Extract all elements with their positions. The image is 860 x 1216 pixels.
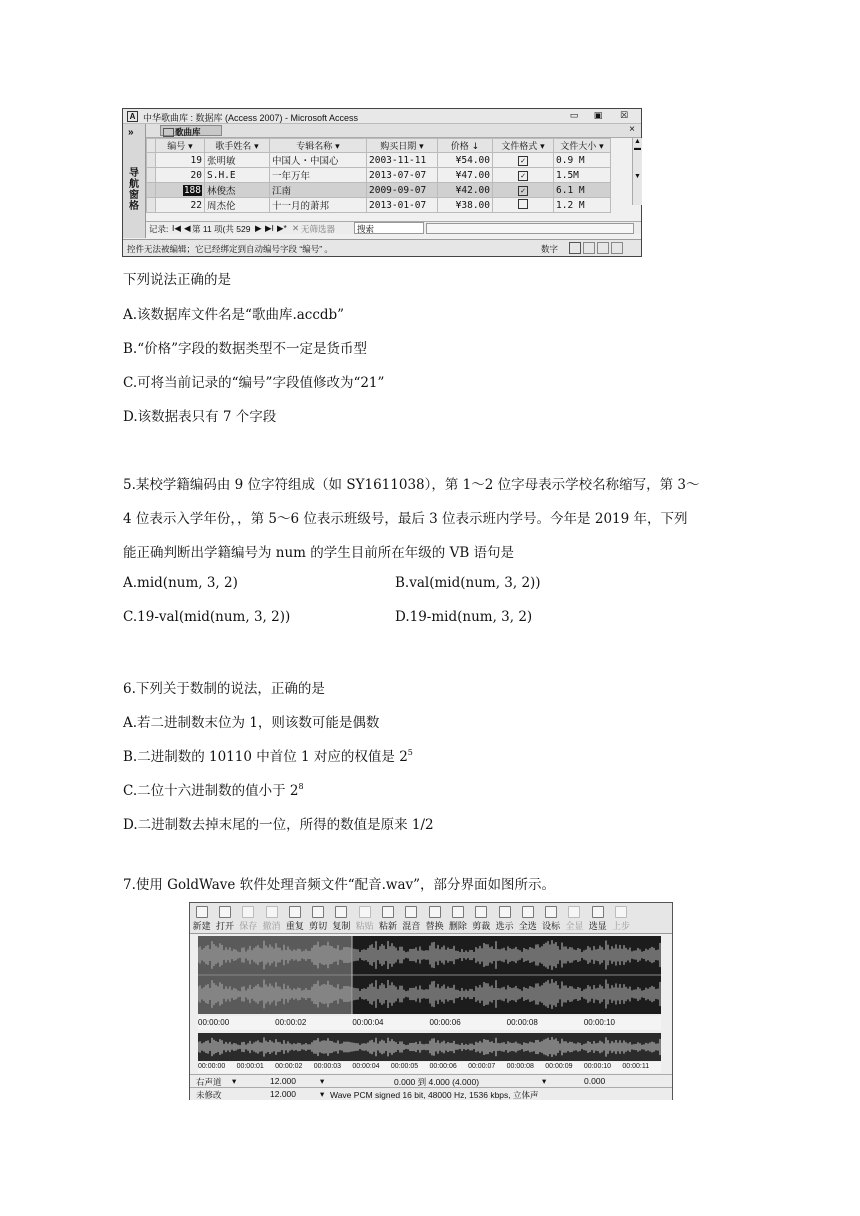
duration-dropdown-icon[interactable]: ▾ xyxy=(320,1076,325,1086)
table-row[interactable] xyxy=(147,168,611,183)
cell-date[interactable]: 2013-01-07 xyxy=(367,198,438,213)
toolbar-button-label: 撤消 xyxy=(262,922,281,932)
toolbar-button-icon xyxy=(545,906,557,918)
toolbar-button-icon xyxy=(429,906,441,918)
q6-option-c-text: C.二位十六进制数的值小于 2 xyxy=(123,783,299,799)
q5-option-d: D.19-mid(num, 3, 2) xyxy=(395,609,533,625)
format-checkbox[interactable]: ✓ xyxy=(518,156,528,166)
toolbar-button-label: 全显 xyxy=(565,922,584,932)
tab-row xyxy=(146,124,641,138)
horizontal-scrollbar[interactable] xyxy=(426,223,634,234)
channel-dropdown-icon[interactable]: ▾ xyxy=(232,1076,237,1086)
toolbar-button-label: 重复 xyxy=(285,922,304,932)
q6-stem: 6.下列关于数制的说法，正确的是 xyxy=(123,681,325,697)
cell-album[interactable]: 江南 xyxy=(270,183,367,198)
duration-value: 12.000 xyxy=(270,1076,296,1086)
toolbar-button-label: 剪切 xyxy=(309,922,328,932)
toolbar-button[interactable] xyxy=(260,903,283,933)
toolbar-button[interactable] xyxy=(353,903,376,933)
filter-icon[interactable]: ✕ xyxy=(292,223,300,233)
select-all-corner[interactable] xyxy=(147,139,156,153)
toolbar-button-label: 粘新 xyxy=(379,922,398,932)
toolbar-button[interactable] xyxy=(446,903,469,933)
datasheet-view-icon[interactable] xyxy=(569,242,581,254)
record-navigation-bar xyxy=(146,221,641,234)
cell-id[interactable]: 19 xyxy=(156,153,205,168)
q6-option-b xyxy=(123,745,413,765)
cell-format[interactable] xyxy=(493,153,554,168)
cell-singer[interactable]: 周杰伦 xyxy=(205,198,270,213)
cell-date[interactable]: 2009-09-07 xyxy=(367,183,438,198)
toolbar-button[interactable] xyxy=(563,903,586,933)
toolbar-button-label: 复制 xyxy=(332,922,351,932)
column-header-singer[interactable]: 歌手姓名 ▾ xyxy=(205,139,270,153)
toolbar-button-icon xyxy=(289,906,301,918)
overview-tick-label: 00:00:04 xyxy=(352,1063,380,1070)
filter-status[interactable]: 无筛选器 xyxy=(301,224,336,234)
q4-stem: 下列说法正确的是 xyxy=(123,272,231,288)
waveform-graphic xyxy=(198,936,661,1014)
toolbar-button-icon xyxy=(405,906,417,918)
column-header-price[interactable]: 价格 ↓ xyxy=(438,139,493,153)
new-record-button[interactable]: ▶* xyxy=(277,223,287,233)
cell-price[interactable]: ¥38.00 xyxy=(438,198,493,213)
toolbar-button-label: 打开 xyxy=(215,922,234,932)
position-value: 0.000 xyxy=(584,1076,606,1086)
status-numlock: 数字 xyxy=(541,244,559,254)
navigation-pane[interactable] xyxy=(123,124,146,238)
q6-option-c xyxy=(123,779,304,799)
toolbar-button-icon xyxy=(452,906,464,918)
overview-tick-label: 00:00:06 xyxy=(429,1063,457,1070)
nav-pane-label: 导航窗格 xyxy=(129,168,139,212)
q5-line-2: 4 位表示入学年份，，第 5～6 位表示班级号，最后 3 位表示班内学号。今年是 2019 年，下列 xyxy=(123,511,688,527)
table-icon xyxy=(163,128,174,137)
row-selector[interactable] xyxy=(147,198,156,213)
toolbar-button-icon xyxy=(382,906,394,918)
q6-option-c-exponent: 8 xyxy=(298,782,304,791)
cell-format[interactable] xyxy=(493,183,554,198)
overview-tick-label: 00:00:11 xyxy=(622,1063,650,1070)
q6-option-a: A.若二进制数末位为 1，则该数可能是偶数 xyxy=(123,715,380,731)
toolbar-button-label: 保存 xyxy=(239,922,258,932)
cell-date[interactable]: 2013-07-07 xyxy=(367,168,438,183)
q5-option-b: B.val(mid(num, 3, 2)) xyxy=(395,575,541,591)
cell-size[interactable]: 1.5M xyxy=(554,168,611,183)
status-message: 控件无法被编辑；它已经绑定到自动编号字段 “编号” 。 xyxy=(127,244,333,254)
cell-price[interactable]: ¥42.00 xyxy=(438,183,493,198)
toolbar-button-icon xyxy=(335,906,347,918)
table-row[interactable] xyxy=(147,153,611,168)
toolbar-button-label: 新建 xyxy=(192,922,211,932)
channel-select[interactable]: 右声道 xyxy=(196,1077,222,1087)
toolbar-button-icon xyxy=(196,906,208,918)
toolbar-button-label: 设标 xyxy=(542,922,561,932)
close-button[interactable]: ☒ xyxy=(619,110,629,120)
cell-price[interactable]: ¥47.00 xyxy=(438,168,493,183)
toolbar-button-icon xyxy=(312,906,324,918)
q6-option-b-text: B.二进制数的 10110 中首位 1 对应的权值是 2 xyxy=(123,749,408,765)
overview-tick-label: 00:00:01 xyxy=(236,1063,264,1070)
column-header-format[interactable]: 文件格式 ▾ xyxy=(493,139,554,153)
q5-option-a: A.mid(num, 3, 2) xyxy=(123,575,238,591)
q4-option-a: A.该数据库文件名是“歌曲库.accdb” xyxy=(123,307,345,323)
cell-album[interactable]: 十一月的萧邦 xyxy=(270,198,367,213)
cell-date[interactable]: 2003-11-11 xyxy=(367,153,438,168)
cell-singer[interactable]: S.H.E xyxy=(205,168,270,183)
toolbar-button[interactable] xyxy=(400,903,423,933)
file-duration: 12.000 xyxy=(270,1089,296,1099)
toolbar-button-label: 上步 xyxy=(611,922,630,932)
overview-tick-label: 00:00:02 xyxy=(275,1063,303,1070)
record-position[interactable]: 第 11 项(共 529 xyxy=(192,224,251,234)
time-tick-label: 00:00:10 xyxy=(583,1018,615,1027)
toolbar-button-label: 全选 xyxy=(518,922,537,932)
toolbar-button-icon xyxy=(219,906,231,918)
format-checkbox[interactable]: ✓ xyxy=(518,171,528,181)
modified-state: 未修改 xyxy=(196,1090,222,1100)
q4-option-c: C.可将当前记录的“编号”字段值修改为“21” xyxy=(123,375,385,391)
cell-size[interactable]: 0.9 M xyxy=(554,153,611,168)
q4-option-d: D.该数据表只有 7 个字段 xyxy=(123,409,277,425)
toolbar-button-label: 剪裁 xyxy=(472,922,491,932)
next-record-button[interactable]: ▶ xyxy=(255,223,262,233)
q7-stem: 7.使用 GoldWave 软件处理音频文件“配音.wav”，部分界面如图所示。 xyxy=(123,877,556,893)
selection-dropdown-icon[interactable]: ▾ xyxy=(542,1076,547,1086)
overview-ruler[interactable] xyxy=(198,1062,661,1073)
pivot-table-view-icon[interactable] xyxy=(583,242,595,254)
tab-label: 歌曲库 xyxy=(175,127,201,137)
q5-line-1: 5.某校学籍编码由 9 位字符组成（如 SY1611038），第 1～2 位字母表示学校名称缩写，第 3～ xyxy=(123,477,700,493)
design-view-icon[interactable] xyxy=(611,242,623,254)
cell-format[interactable] xyxy=(493,198,554,213)
cell-singer[interactable]: 林俊杰 xyxy=(205,183,270,198)
status-bar xyxy=(123,239,641,256)
time-tick-label: 00:00:06 xyxy=(429,1018,461,1027)
goldwave-window xyxy=(189,902,673,1100)
access-window-title: 中华歌曲库 : 数据库 (Access 2007) - Microsoft Access xyxy=(143,113,359,123)
toolbar-button-icon xyxy=(568,906,580,918)
cell-format[interactable] xyxy=(493,168,554,183)
toolbar-button[interactable] xyxy=(493,903,516,933)
cell-size[interactable]: 6.1 M xyxy=(554,183,611,198)
cell-price[interactable]: ¥54.00 xyxy=(438,153,493,168)
row-selector[interactable] xyxy=(147,153,156,168)
cell-id[interactable]: 20 xyxy=(156,168,205,183)
toolbar-button-icon xyxy=(615,906,627,918)
time-tick-label: 00:00:02 xyxy=(275,1018,307,1027)
toolbar-button[interactable] xyxy=(539,903,562,933)
format-checkbox[interactable] xyxy=(518,199,528,209)
access-window xyxy=(122,108,642,257)
overview-tick-label: 00:00:03 xyxy=(313,1063,341,1070)
record-label: 记录: xyxy=(149,224,169,234)
audio-format: Wave PCM signed 16 bit, 48000 Hz, 1536 kbps, 立体声 xyxy=(330,1090,539,1100)
minimize-button[interactable]: ▭ xyxy=(569,110,579,120)
toolbar-button[interactable] xyxy=(330,903,353,933)
cell-id[interactable]: 22 xyxy=(156,198,205,213)
toolbar-button[interactable] xyxy=(423,903,446,933)
waveform-main[interactable] xyxy=(198,936,661,1014)
search-input[interactable]: 搜索 xyxy=(354,222,424,234)
q4-option-b: B.“价格”字段的数据类型不一定是货币型 xyxy=(123,341,368,357)
pivot-chart-view-icon[interactable] xyxy=(597,242,609,254)
format-dropdown-icon[interactable]: ▾ xyxy=(320,1089,325,1099)
toolbar-button-label: 替换 xyxy=(425,922,444,932)
datasheet xyxy=(146,138,632,213)
tab-song-library[interactable] xyxy=(160,125,222,136)
toolbar-button-label: 选示 xyxy=(495,922,514,932)
toolbar-button-icon xyxy=(475,906,487,918)
toolbar-button-label: 删除 xyxy=(448,922,467,932)
toolbar-button[interactable] xyxy=(283,903,306,933)
toolbar-button-icon xyxy=(522,906,534,918)
selection-range: 0.000 到 4.000 (4.000) xyxy=(394,1077,480,1087)
toolbar-button-icon xyxy=(266,906,278,918)
toolbar-button-label: 选显 xyxy=(588,922,607,932)
row-selector[interactable] xyxy=(147,183,156,198)
toolbar-button-icon xyxy=(359,906,371,918)
selected-id-value[interactable]: 188 xyxy=(183,184,201,196)
toolbar-button[interactable] xyxy=(190,903,213,933)
nav-expand-icon[interactable]: » xyxy=(128,127,134,138)
vertical-scrollbar[interactable]: ▲ ▬ ▼ xyxy=(632,138,642,205)
goldwave-status-2 xyxy=(190,1087,672,1100)
cell-id[interactable] xyxy=(156,183,205,198)
time-tick-label: 00:00:00 xyxy=(198,1018,230,1027)
cell-album[interactable]: 一年万年 xyxy=(270,168,367,183)
toolbar-button[interactable] xyxy=(586,903,609,933)
toolbar-button[interactable] xyxy=(376,903,399,933)
tab-close-button[interactable]: × xyxy=(629,124,635,135)
waveform-overview[interactable] xyxy=(198,1033,661,1061)
q5-option-c: C.19-val(mid(num, 3, 2)) xyxy=(123,609,291,625)
toolbar-button[interactable] xyxy=(470,903,493,933)
toolbar-button[interactable] xyxy=(237,903,260,933)
toolbar-button[interactable] xyxy=(213,903,236,933)
time-ruler[interactable] xyxy=(198,1016,661,1030)
cell-size[interactable]: 1.2 M xyxy=(554,198,611,213)
access-logo-icon: A xyxy=(127,111,138,122)
overview-tick-label: 00:00:10 xyxy=(583,1063,612,1070)
goldwave-status-1 xyxy=(190,1074,672,1087)
overview-tick-label: 00:00:07 xyxy=(468,1063,496,1070)
row-selector[interactable] xyxy=(147,168,156,183)
column-header-size[interactable]: 文件大小 ▾ xyxy=(554,139,611,153)
cell-album[interactable]: 中国人・中国心 xyxy=(270,153,367,168)
toolbar-button[interactable] xyxy=(306,903,329,933)
time-tick-label: 00:00:08 xyxy=(506,1018,538,1027)
overview-bars xyxy=(198,1037,660,1057)
overview-tick-label: 00:00:08 xyxy=(506,1063,534,1070)
toolbar-button-label: 粘贴 xyxy=(355,922,374,932)
overview-graphic xyxy=(198,1033,661,1061)
first-record-button[interactable]: I◀ xyxy=(172,223,181,233)
toolbar-button-icon xyxy=(499,906,511,918)
table-row[interactable] xyxy=(147,198,611,213)
column-header-date[interactable]: 购买日期 ▾ xyxy=(367,139,438,153)
header-row xyxy=(147,139,611,153)
cell-singer[interactable]: 张明敏 xyxy=(205,153,270,168)
time-tick-label: 00:00:04 xyxy=(352,1018,384,1027)
last-record-button[interactable]: ▶I xyxy=(265,223,274,233)
q6-option-b-exponent: 5 xyxy=(407,748,413,757)
toolbar-button-icon xyxy=(592,906,604,918)
format-checkbox[interactable]: ✓ xyxy=(518,186,528,196)
q6-option-d: D.二进制数去掉末尾的一位，所得的数值是原来 1/2 xyxy=(123,817,434,833)
column-header-album[interactable]: 专辑名称 ▾ xyxy=(270,139,367,153)
table-row-current[interactable] xyxy=(147,183,611,198)
access-titlebar xyxy=(123,109,641,124)
toolbar-button[interactable] xyxy=(609,903,632,933)
toolbar-button[interactable] xyxy=(516,903,539,933)
prev-record-button[interactable]: ◀ xyxy=(184,223,191,233)
overview-tick-label: 00:00:09 xyxy=(545,1063,573,1070)
overview-tick-label: 00:00:05 xyxy=(390,1063,419,1070)
toolbar-button-icon xyxy=(242,906,254,918)
q5-line-3: 能正确判断出学籍编号为 num 的学生目前所在年级的 VB 语句是 xyxy=(123,545,515,561)
toolbar-button-label: 混音 xyxy=(402,922,421,932)
column-header-id[interactable]: 编号 ▾ xyxy=(156,139,205,153)
overview-tick-label: 00:00:00 xyxy=(198,1063,226,1070)
restore-button[interactable]: ▣ xyxy=(593,110,603,120)
goldwave-toolbar xyxy=(190,903,672,934)
